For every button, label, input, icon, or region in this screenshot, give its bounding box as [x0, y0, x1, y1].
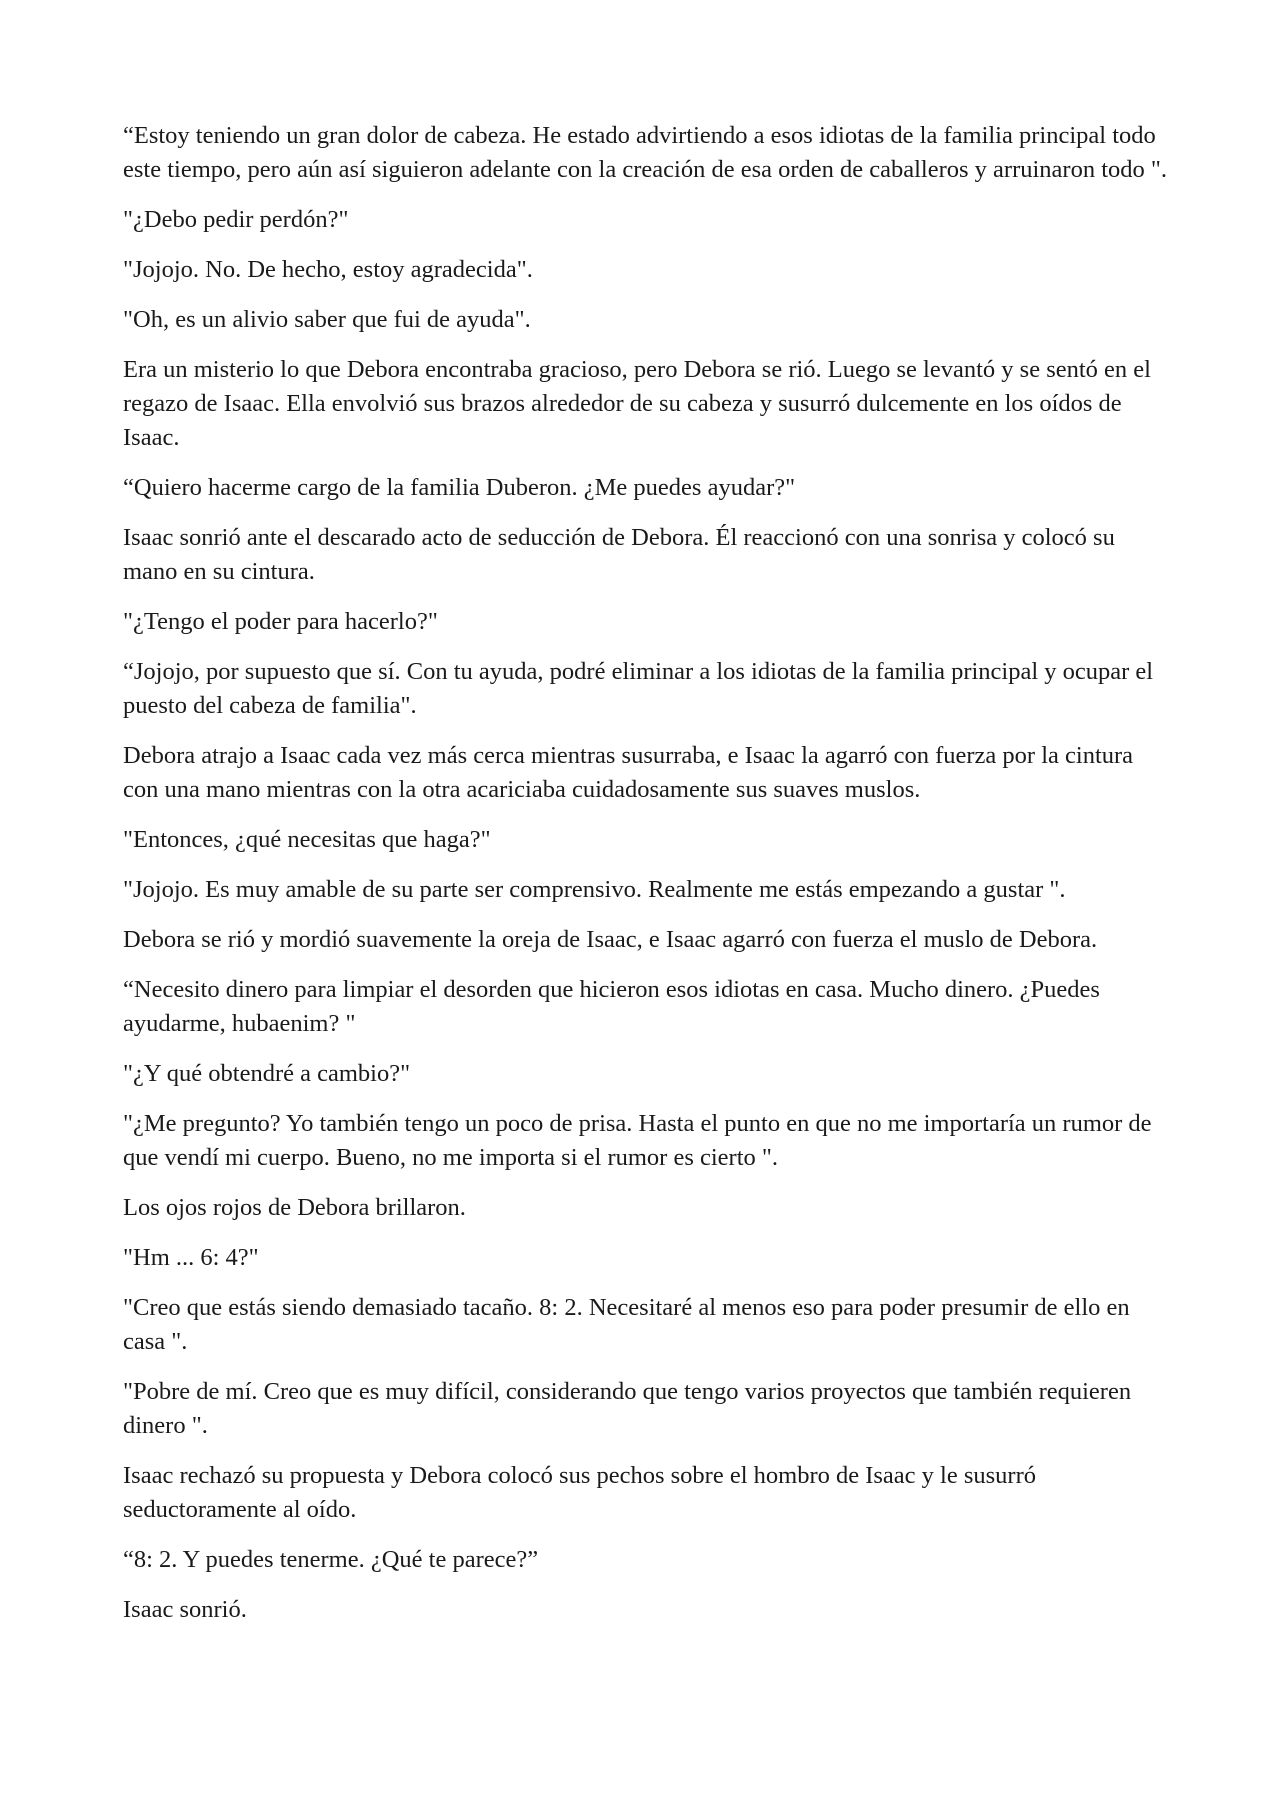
paragraph-17: Los ojos rojos de Debora brillaron. — [123, 1194, 466, 1221]
paragraph-7: Isaac sonrió ante el descarado acto de seducción de Debora. Él reaccionó con una sonrisa y colocó su mano en su cintura. — [123, 524, 1115, 585]
paragraph-3: "Jojojo. No. De hecho, estoy agradecida". — [123, 256, 533, 283]
paragraph-11: "Entonces, ¿qué necesitas que haga?" — [123, 826, 491, 853]
paragraph-6: “Quiero hacerme cargo de la familia Duberon. ¿Me puedes ayudar?" — [123, 474, 796, 501]
paragraph-16: "¿Me pregunto? Yo también tengo un poco de prisa. Hasta el punto en que no me importaría un rumor de que vendí mi cuerpo. Bueno, no me importa si el rumor es cierto ". — [123, 1110, 1152, 1171]
paragraph-8: "¿Tengo el poder para hacerlo?" — [123, 608, 438, 635]
paragraph-2: "¿Debo pedir perdón?" — [123, 206, 349, 233]
paragraph-21: Isaac rechazó su propuesta y Debora colocó sus pechos sobre el hombro de Isaac y le susurró seductoramente al oído. — [123, 1462, 1036, 1523]
paragraph-22: “8: 2. Y puedes tenerme. ¿Qué te parece?” — [123, 1546, 539, 1573]
paragraph-18: "Hm ... 6: 4?" — [123, 1244, 259, 1271]
paragraph-5: Era un misterio lo que Debora encontraba gracioso, pero Debora se rió. Luego se levantó y se sentó en el regazo de Isaac. Ella envolvió sus brazos alrededor de su cabeza y susurró dulcemente en los oídos de Isaac. — [123, 356, 1151, 451]
paragraph-12: "Jojojo. Es muy amable de su parte ser comprensivo. Realmente me estás empezando a gustar ". — [123, 876, 1066, 903]
paragraph-1: “Estoy teniendo un gran dolor de cabeza. He estado advirtiendo a esos idiotas de la familia principal todo este tiempo, pero aún así siguieron adelante con la creación de esa orden de caballeros y arruinaron todo ". — [123, 122, 1168, 183]
paragraph-10: Debora atrajo a Isaac cada vez más cerca mientras susurraba, e Isaac la agarró con fuerza por la cintura con una mano mientras con la otra acariciaba cuidadosamente sus suaves muslos. — [123, 742, 1134, 803]
document-body — [123, 119, 1173, 1643]
paragraph-9: “Jojojo, por supuesto que sí. Con tu ayuda, podré eliminar a los idiotas de la familia principal y ocupar el puesto del cabeza de familia". — [123, 658, 1154, 719]
paragraph-19: "Creo que estás siendo demasiado tacaño. 8: 2. Necesitaré al menos eso para poder presumir de ello en casa ". — [123, 1294, 1130, 1355]
paragraph-4: "Oh, es un alivio saber que fui de ayuda". — [123, 306, 531, 333]
paragraph-23: Isaac sonrió. — [123, 1596, 247, 1623]
paragraph-20: "Pobre de mí. Creo que es muy difícil, considerando que tengo varios proyectos que también requieren dinero ". — [123, 1378, 1132, 1439]
paragraph-13: Debora se rió y mordió suavemente la oreja de Isaac, e Isaac agarró con fuerza el muslo de Debora. — [123, 926, 1098, 953]
paragraph-15: "¿Y qué obtendré a cambio?" — [123, 1060, 411, 1087]
paragraph-14: “Necesito dinero para limpiar el desorden que hicieron esos idiotas en casa. Mucho dinero. ¿Puedes ayudarme, hubaenim? " — [123, 976, 1100, 1037]
